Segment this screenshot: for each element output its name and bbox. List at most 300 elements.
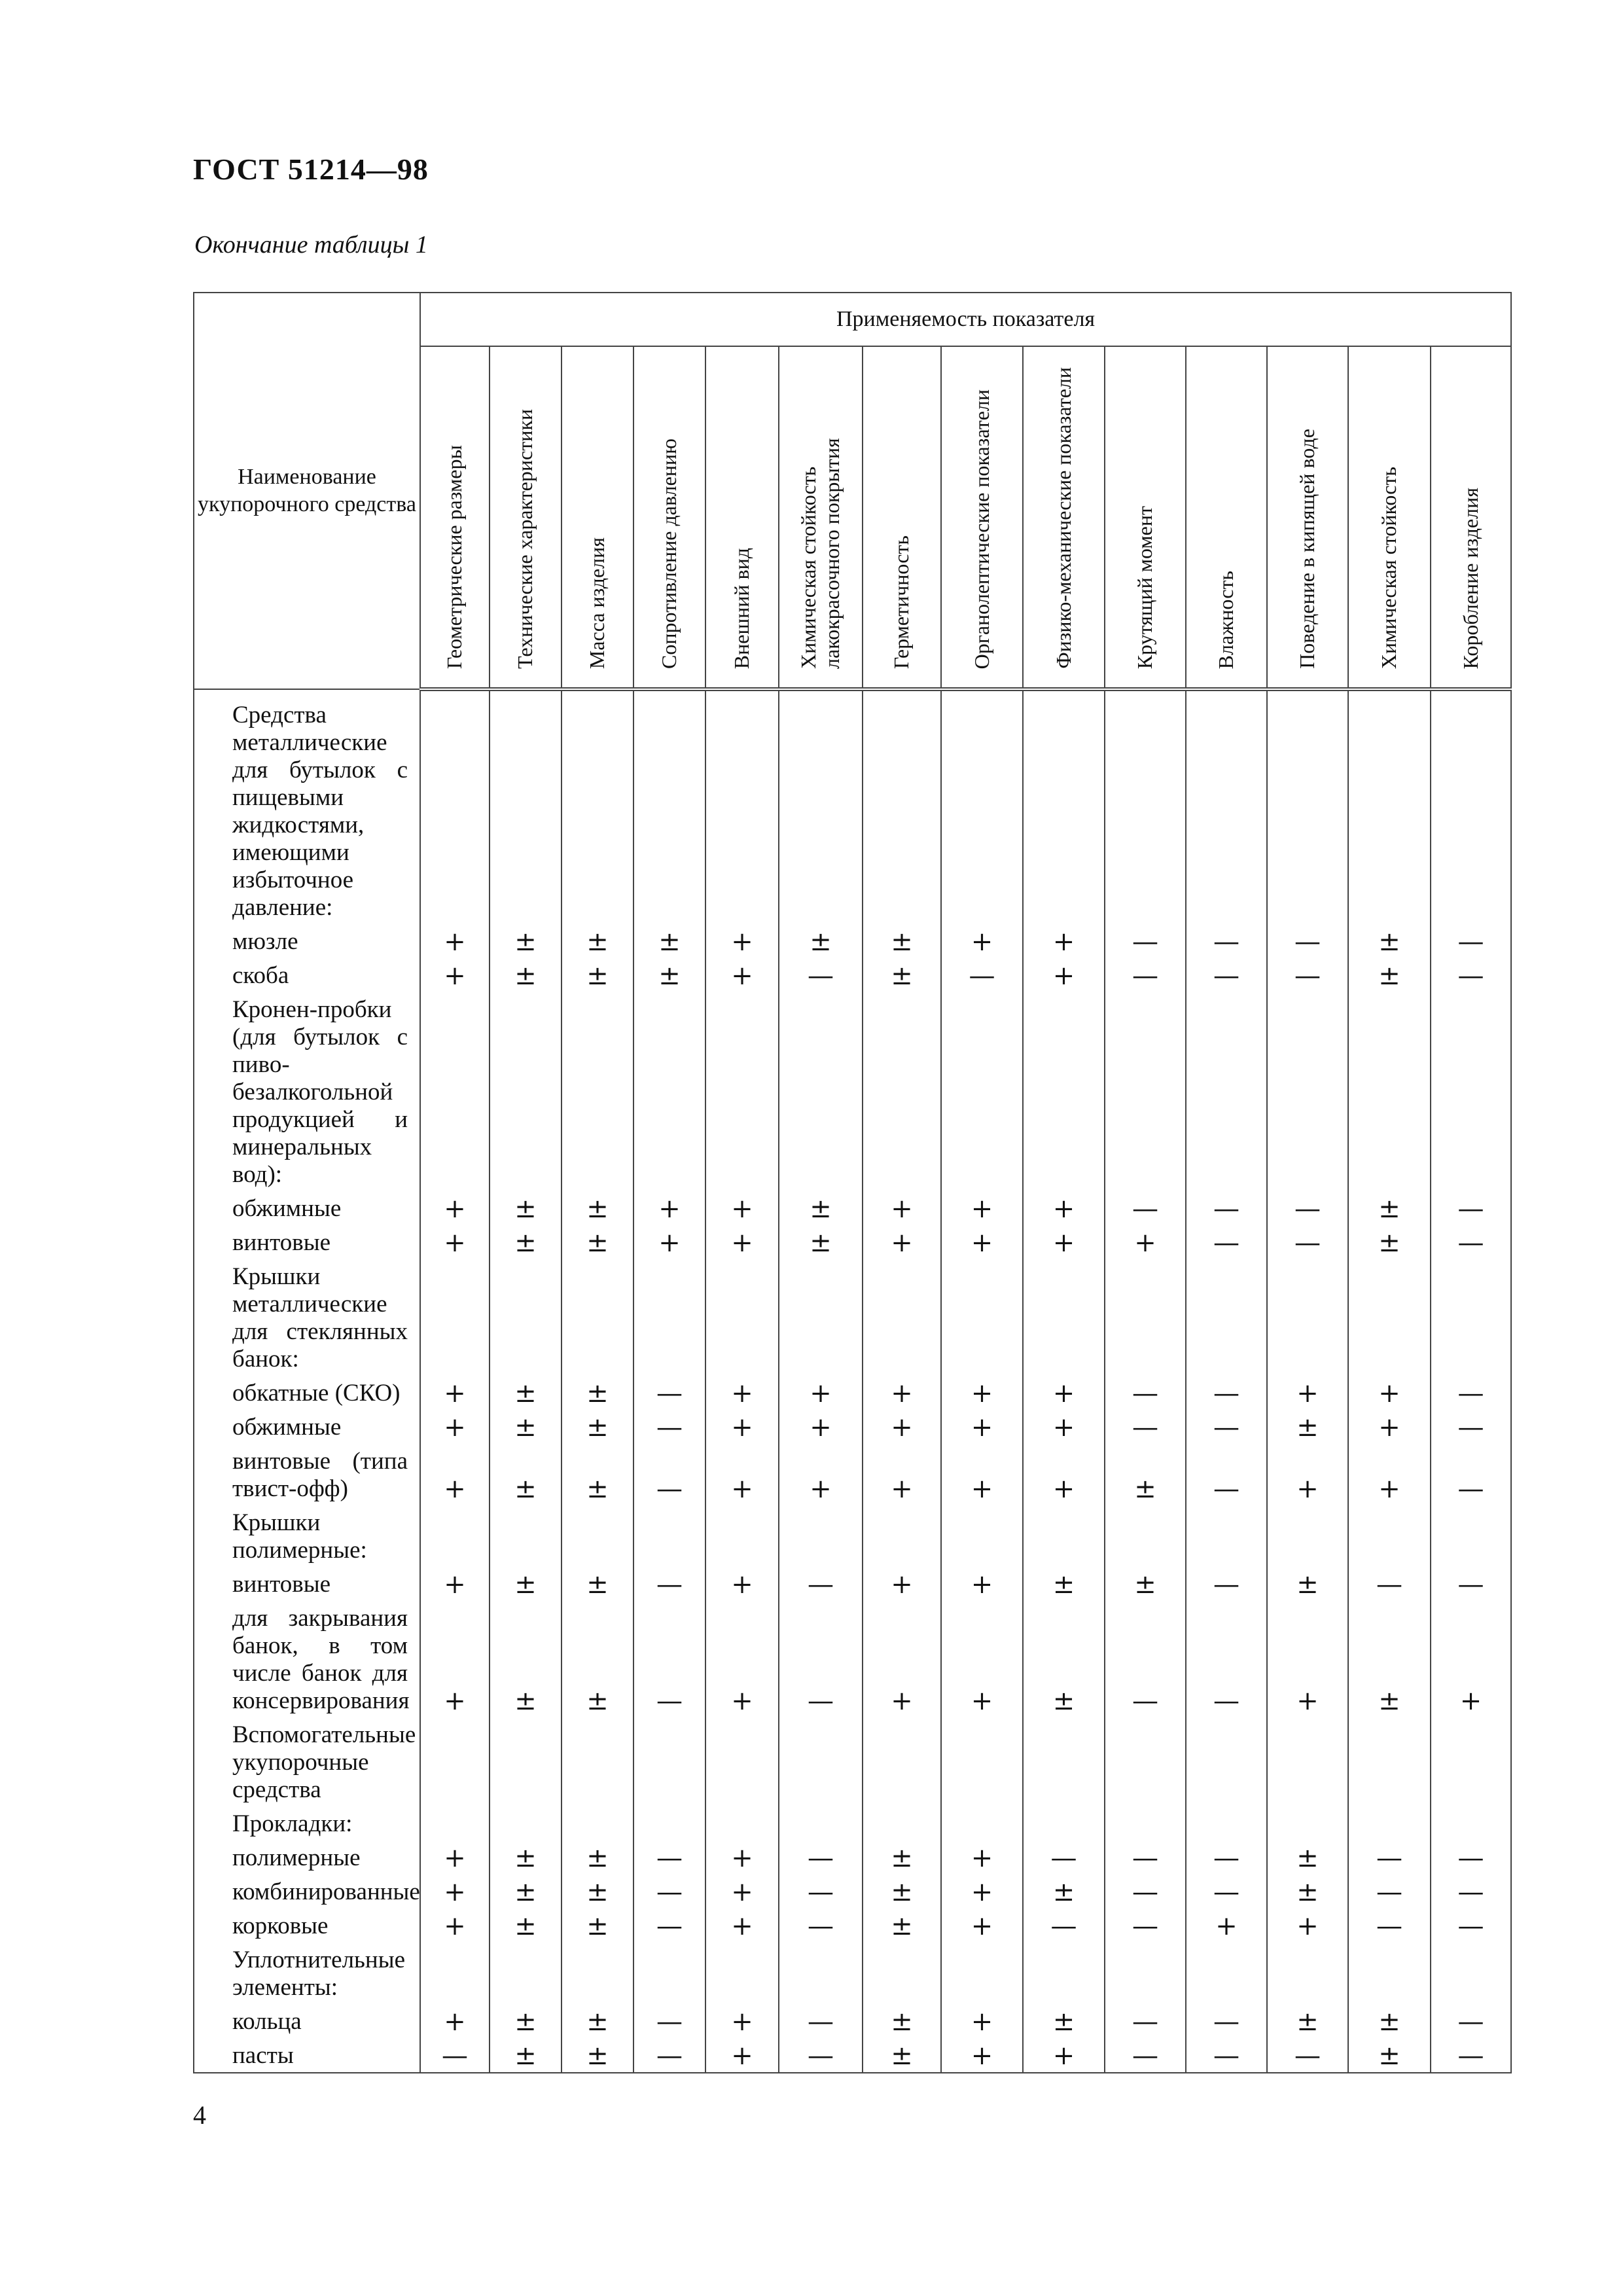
applicability-mark [863, 689, 941, 924]
applicability-mark: + [941, 1874, 1023, 1909]
applicability-mark: ± [490, 958, 562, 992]
applicability-mark [1023, 1806, 1105, 1840]
applicability-mark: ± [490, 1840, 562, 1874]
applicability-mark: ± [1348, 1191, 1431, 1225]
applicability-mark: — [1267, 2038, 1348, 2073]
applicability-mark: ± [1348, 2004, 1431, 2038]
column-header-label: Химическая стойкость лакокрасочного покрытия [796, 438, 844, 669]
column-header [1105, 346, 1186, 689]
applicability-mark: — [1023, 1909, 1105, 1943]
applicability-mark [490, 1717, 562, 1806]
applicability-mark: — [941, 958, 1023, 992]
applicability-mark [1023, 1943, 1105, 2004]
applicability-mark: ± [562, 1444, 633, 1505]
applicability-mark: + [863, 1567, 941, 1601]
applicability-mark: + [633, 1225, 705, 1259]
applicability-mark: — [1186, 1874, 1267, 1909]
applicability-mark: + [420, 1840, 490, 1874]
applicability-mark: — [1431, 1874, 1511, 1909]
row-name: корковые [194, 1909, 420, 1943]
applicability-mark [1431, 1943, 1511, 2004]
applicability-mark: ± [490, 1567, 562, 1601]
applicability-mark: ± [863, 958, 941, 992]
applicability-mark [562, 1717, 633, 1806]
row-name: обкатные (СКО) [194, 1376, 420, 1410]
applicability-mark [705, 1717, 779, 1806]
table-row [194, 1567, 1511, 1601]
applicability-mark: ± [863, 1840, 941, 1874]
applicability-mark: — [1186, 1840, 1267, 1874]
applicability-mark: + [1348, 1410, 1431, 1444]
document-title: ГОСТ 51214—98 [193, 152, 429, 186]
applicability-mark: + [1267, 1601, 1348, 1717]
applicability-mark: ± [562, 1909, 633, 1943]
row-name: кольца [194, 2004, 420, 2038]
applicability-mark: + [941, 1840, 1023, 1874]
applicability-mark [1186, 1717, 1267, 1806]
applicability-mark: ± [562, 2004, 633, 2038]
applicability-mark [1186, 992, 1267, 1191]
applicability-mark [1431, 689, 1511, 924]
applicability-mark [633, 1806, 705, 1840]
applicability-mark: ± [562, 1376, 633, 1410]
applicability-mark: — [1105, 1410, 1186, 1444]
applicability-mark [1186, 1943, 1267, 2004]
applicability-mark: + [420, 2004, 490, 2038]
applicability-mark: + [1105, 1225, 1186, 1259]
applicability-mark: ± [562, 958, 633, 992]
column-header [941, 346, 1023, 689]
applicability-mark: + [705, 1444, 779, 1505]
row-name: обжимные [194, 1410, 420, 1444]
applicability-mark [562, 1943, 633, 2004]
applicability-mark: + [705, 924, 779, 958]
applicability-mark: — [1186, 1191, 1267, 1225]
applicability-mark: + [705, 958, 779, 992]
applicability-mark: + [420, 1567, 490, 1601]
column-header [490, 346, 562, 689]
applicability-mark [1431, 1259, 1511, 1376]
column-header-label: Органолептические показатели [969, 389, 993, 669]
applicability-mark: + [941, 2038, 1023, 2073]
applicability-mark: — [633, 1376, 705, 1410]
applicability-mark: ± [633, 924, 705, 958]
applicability-mark [1023, 689, 1105, 924]
applicability-mark: + [941, 1191, 1023, 1225]
applicability-mark: — [1186, 1601, 1267, 1717]
column-header [420, 346, 490, 689]
applicability-mark: + [1023, 958, 1105, 992]
applicability-mark: — [1105, 1376, 1186, 1410]
applicability-mark: ± [490, 1191, 562, 1225]
applicability-mark: + [420, 1444, 490, 1505]
applicability-mark: + [1267, 1376, 1348, 1410]
applicability-mark: + [941, 924, 1023, 958]
applicability-mark [1348, 1806, 1431, 1840]
table-row [194, 924, 1511, 958]
group-name: Крышки металлические для стеклянных банок: [194, 1259, 420, 1376]
applicability-mark [1105, 1806, 1186, 1840]
applicability-mark [1431, 1717, 1511, 1806]
applicability-mark: ± [490, 1225, 562, 1259]
table-row [194, 1505, 1511, 1567]
applicability-mark: — [633, 1874, 705, 1909]
applicability-mark: — [1186, 1444, 1267, 1505]
table-row [194, 2038, 1511, 2073]
applicability-mark: + [1023, 1225, 1105, 1259]
applicability-mark: ± [1023, 1567, 1105, 1601]
group-name: Уплотнительные элементы: [194, 1943, 420, 2004]
applicability-mark [633, 689, 705, 924]
applicability-mark [1267, 1943, 1348, 2004]
applicability-mark: + [420, 1410, 490, 1444]
applicability-mark: + [420, 1191, 490, 1225]
applicability-mark [779, 1943, 863, 2004]
applicability-mark: ± [490, 1410, 562, 1444]
applicability-mark: ± [1023, 1601, 1105, 1717]
applicability-mark: — [1105, 924, 1186, 958]
applicability-table [193, 292, 1512, 2073]
applicability-mark [941, 1505, 1023, 1567]
table-row [194, 1806, 1511, 1840]
applicability-mark: + [1186, 1909, 1267, 1943]
column-header-label: Коробление изделия [1458, 487, 1482, 669]
applicability-mark: ± [562, 1410, 633, 1444]
applicability-mark: — [1431, 1909, 1511, 1943]
applicability-mark: — [1186, 1225, 1267, 1259]
applicability-mark: + [1023, 1191, 1105, 1225]
applicability-mark: — [1105, 1191, 1186, 1225]
applicability-mark: — [1431, 1444, 1511, 1505]
applicability-mark: + [705, 2004, 779, 2038]
applicability-mark: + [863, 1444, 941, 1505]
applicability-mark: — [1431, 1191, 1511, 1225]
applicability-mark: — [1105, 1909, 1186, 1943]
applicability-mark: ± [1348, 958, 1431, 992]
applicability-mark: + [420, 1225, 490, 1259]
row-name: для закрывания банок, в том числе банок для консервирования [194, 1601, 420, 1717]
group-name: Крышки полимерные: [194, 1505, 420, 1567]
applicability-mark [1431, 1505, 1511, 1567]
column-header-label: Технические характеристики [513, 409, 537, 669]
applicability-mark [490, 1806, 562, 1840]
table-row [194, 1840, 1511, 1874]
column-header-label: Крутящий момент [1133, 505, 1157, 669]
column-header-label: Геометрические размеры [442, 444, 467, 669]
applicability-mark [420, 1943, 490, 2004]
applicability-mark: — [779, 1567, 863, 1601]
applicability-mark [420, 689, 490, 924]
table-row [194, 1376, 1511, 1410]
applicability-mark [705, 1943, 779, 2004]
applicability-mark [562, 1505, 633, 1567]
group-name: Кронен-пробки (для бутылок с пиво-безалкогольной продукцией и минеральных вод): [194, 992, 420, 1191]
table-row [194, 1943, 1511, 2004]
applicability-mark: + [863, 1376, 941, 1410]
applicability-mark: + [705, 1410, 779, 1444]
applicability-mark [490, 1259, 562, 1376]
applicability-mark: + [420, 924, 490, 958]
row-name: мюзле [194, 924, 420, 958]
column-header [1186, 346, 1267, 689]
applicability-mark: + [1348, 1444, 1431, 1505]
applicability-mark [1267, 1717, 1348, 1806]
applicability-mark [1023, 1259, 1105, 1376]
applicability-mark: ± [1105, 1444, 1186, 1505]
applicability-mark [490, 992, 562, 1191]
applicability-mark [1348, 1505, 1431, 1567]
applicability-mark [1023, 1505, 1105, 1567]
table-row [194, 992, 1511, 1191]
applicability-mark: + [941, 1909, 1023, 1943]
column-header-label: Поведение в кипящей воде [1295, 429, 1319, 669]
applicability-mark: + [420, 1376, 490, 1410]
applicability-mark: — [633, 1410, 705, 1444]
applicability-mark: — [1431, 1376, 1511, 1410]
applicability-mark: + [941, 1567, 1023, 1601]
applicability-mark [941, 1259, 1023, 1376]
row-name: обжимные [194, 1191, 420, 1225]
applicability-mark: — [1186, 1410, 1267, 1444]
applicability-mark: + [779, 1444, 863, 1505]
applicability-mark [633, 1717, 705, 1806]
applicability-mark [420, 1259, 490, 1376]
applicability-mark: ± [863, 2004, 941, 2038]
applicability-mark: — [633, 1601, 705, 1717]
applicability-mark [1105, 992, 1186, 1191]
table-row [194, 1225, 1511, 1259]
table-row [194, 1410, 1511, 1444]
applicability-mark [863, 1943, 941, 2004]
applicability-mark: ± [1267, 1840, 1348, 1874]
group-name: Средства металлические для бутылок с пищевыми жидкостями, имеющими избыточное давление: [194, 689, 420, 924]
table-row [194, 2004, 1511, 2038]
applicability-mark [420, 1505, 490, 1567]
applicability-mark: — [1105, 2038, 1186, 2073]
applicability-mark: + [705, 1225, 779, 1259]
applicability-mark: — [1186, 1376, 1267, 1410]
applicability-mark [779, 1259, 863, 1376]
applicability-mark: ± [490, 2004, 562, 2038]
applicability-mark [941, 1717, 1023, 1806]
applicability-mark: + [1023, 2038, 1105, 2073]
applicability-mark: ± [562, 2038, 633, 2073]
applicability-mark: + [941, 2004, 1023, 2038]
applicability-mark: ± [490, 924, 562, 958]
applicability-mark [863, 992, 941, 1191]
row-name: пасты [194, 2038, 420, 2073]
applicability-mark [705, 1505, 779, 1567]
table-row [194, 1259, 1511, 1376]
applicability-mark [863, 1806, 941, 1840]
table-row [194, 1191, 1511, 1225]
applicability-mark: — [779, 1874, 863, 1909]
applicability-mark [1186, 1505, 1267, 1567]
applicability-mark: ± [490, 2038, 562, 2073]
applicability-mark: + [705, 1909, 779, 1943]
applicability-mark: + [420, 1909, 490, 1943]
applicability-mark [779, 1505, 863, 1567]
row-name: комбинированные [194, 1874, 420, 1909]
applicability-mark: + [1267, 1909, 1348, 1943]
applicability-mark: — [1267, 958, 1348, 992]
applicability-mark: — [1105, 1874, 1186, 1909]
applicability-mark [1348, 689, 1431, 924]
applicability-mark: — [1105, 1840, 1186, 1874]
applicability-mark: — [420, 2038, 490, 2073]
applicability-mark: — [1186, 2004, 1267, 2038]
applicability-mark: ± [562, 1874, 633, 1909]
applicability-mark: ± [562, 1567, 633, 1601]
applicability-mark: ± [1348, 2038, 1431, 2073]
applicability-mark [633, 1259, 705, 1376]
applicability-mark: — [1431, 958, 1511, 992]
applicability-mark: — [1186, 958, 1267, 992]
applicability-mark: ± [863, 2038, 941, 2073]
applicability-mark [1023, 1717, 1105, 1806]
row-name: винтовые (типа твист-офф) [194, 1444, 420, 1505]
applicability-mark [1348, 1259, 1431, 1376]
applicability-mark: — [1186, 924, 1267, 958]
applicability-mark: ± [562, 1840, 633, 1874]
applicability-mark: — [779, 1601, 863, 1717]
applicability-mark: ± [490, 1444, 562, 1505]
applicability-mark [941, 689, 1023, 924]
applicability-mark [1105, 1717, 1186, 1806]
applicability-mark [779, 1806, 863, 1840]
applicability-mark [1267, 689, 1348, 924]
applicability-mark: ± [1267, 2004, 1348, 2038]
applicability-mark: — [1431, 2004, 1511, 2038]
applicability-mark [1431, 1806, 1511, 1840]
applicability-mark: + [1023, 1376, 1105, 1410]
applicability-mark: — [633, 2038, 705, 2073]
applicability-mark [863, 1717, 941, 1806]
applicability-mark [562, 992, 633, 1191]
applicability-mark [1267, 1259, 1348, 1376]
page-number: 4 [193, 2100, 206, 2130]
column-header [1023, 346, 1105, 689]
applicability-mark [1348, 1943, 1431, 2004]
applicability-mark: — [1105, 958, 1186, 992]
applicability-mark: + [941, 1601, 1023, 1717]
table-row [194, 1601, 1511, 1717]
applicability-mark: — [1431, 1840, 1511, 1874]
applicability-mark: ± [562, 1225, 633, 1259]
applicability-mark [562, 1259, 633, 1376]
table-caption: Окончание таблицы 1 [194, 231, 428, 259]
column-header [863, 346, 941, 689]
group-name: Вспомогательные укупорочные средства [194, 1717, 420, 1806]
applicability-mark: ± [1348, 924, 1431, 958]
applicability-mark [1105, 1259, 1186, 1376]
applicability-mark [1105, 1943, 1186, 2004]
applicability-mark [1348, 992, 1431, 1191]
applicability-mark: + [705, 1376, 779, 1410]
applicability-mark: — [633, 2004, 705, 2038]
table-row [194, 1874, 1511, 1909]
applicability-mark [1105, 689, 1186, 924]
applicability-mark: ± [490, 1376, 562, 1410]
applicability-mark: — [1186, 2038, 1267, 2073]
applicability-mark: + [1023, 924, 1105, 958]
applicability-mark: + [420, 1601, 490, 1717]
applicability-mark [420, 992, 490, 1191]
applicability-mark [1431, 992, 1511, 1191]
applicability-mark: + [633, 1191, 705, 1225]
applicability-mark: — [1348, 1874, 1431, 1909]
column-header [633, 346, 705, 689]
applicability-mark: — [1348, 1567, 1431, 1601]
applicability-mark: — [1348, 1840, 1431, 1874]
applicability-mark: — [1267, 1191, 1348, 1225]
applicability-mark: + [1431, 1601, 1511, 1717]
applicability-mark: ± [490, 1601, 562, 1717]
applicability-mark: + [420, 1874, 490, 1909]
applicability-mark [1186, 1806, 1267, 1840]
column-header-label: Внешний вид [730, 547, 754, 669]
applicability-mark: + [941, 1225, 1023, 1259]
applicability-mark: + [863, 1191, 941, 1225]
applicability-mark [779, 689, 863, 924]
applicability-mark [705, 992, 779, 1191]
applicability-mark: — [633, 1444, 705, 1505]
applicability-mark: ± [863, 1874, 941, 1909]
applicability-mark [562, 689, 633, 924]
applicability-mark: ± [633, 958, 705, 992]
group-name: Прокладки: [194, 1806, 420, 1840]
column-header [779, 346, 863, 689]
applicability-mark [705, 1806, 779, 1840]
table-row [194, 958, 1511, 992]
applicability-mark: + [779, 1410, 863, 1444]
applicability-mark [863, 1259, 941, 1376]
applicability-mark: ± [490, 1874, 562, 1909]
applicability-mark: — [633, 1567, 705, 1601]
applicability-mark: + [705, 1567, 779, 1601]
applicability-mark: + [705, 1191, 779, 1225]
applicability-mark: — [779, 1840, 863, 1874]
column-header [562, 346, 633, 689]
applicability-mark [490, 689, 562, 924]
applicability-mark: — [1105, 1601, 1186, 1717]
applicability-mark [1186, 689, 1267, 924]
applicability-mark [941, 992, 1023, 1191]
applicability-mark [705, 1259, 779, 1376]
applicability-mark [633, 1943, 705, 2004]
applicability-mark: + [941, 1376, 1023, 1410]
applicability-mark: ± [562, 1191, 633, 1225]
applicability-mark: + [420, 958, 490, 992]
applicability-mark: ± [1348, 1601, 1431, 1717]
column-header-label: Физико-механические показатели [1051, 367, 1075, 669]
applicability-mark: + [705, 2038, 779, 2073]
applicability-mark [779, 1717, 863, 1806]
applicability-mark [490, 1943, 562, 2004]
name-column-header: Наименование укупорочного средства [194, 293, 420, 689]
applicability-mark: ± [562, 924, 633, 958]
column-header-label: Влажность [1214, 570, 1238, 669]
applicability-mark: — [1431, 1567, 1511, 1601]
applicability-mark [705, 689, 779, 924]
applicability-mark [633, 1505, 705, 1567]
applicability-mark: + [1023, 1444, 1105, 1505]
applicability-mark [562, 1806, 633, 1840]
applicability-mark: ± [1348, 1225, 1431, 1259]
applicability-mark: — [1186, 1567, 1267, 1601]
table-row [194, 1444, 1511, 1505]
applicability-mark: — [633, 1909, 705, 1943]
